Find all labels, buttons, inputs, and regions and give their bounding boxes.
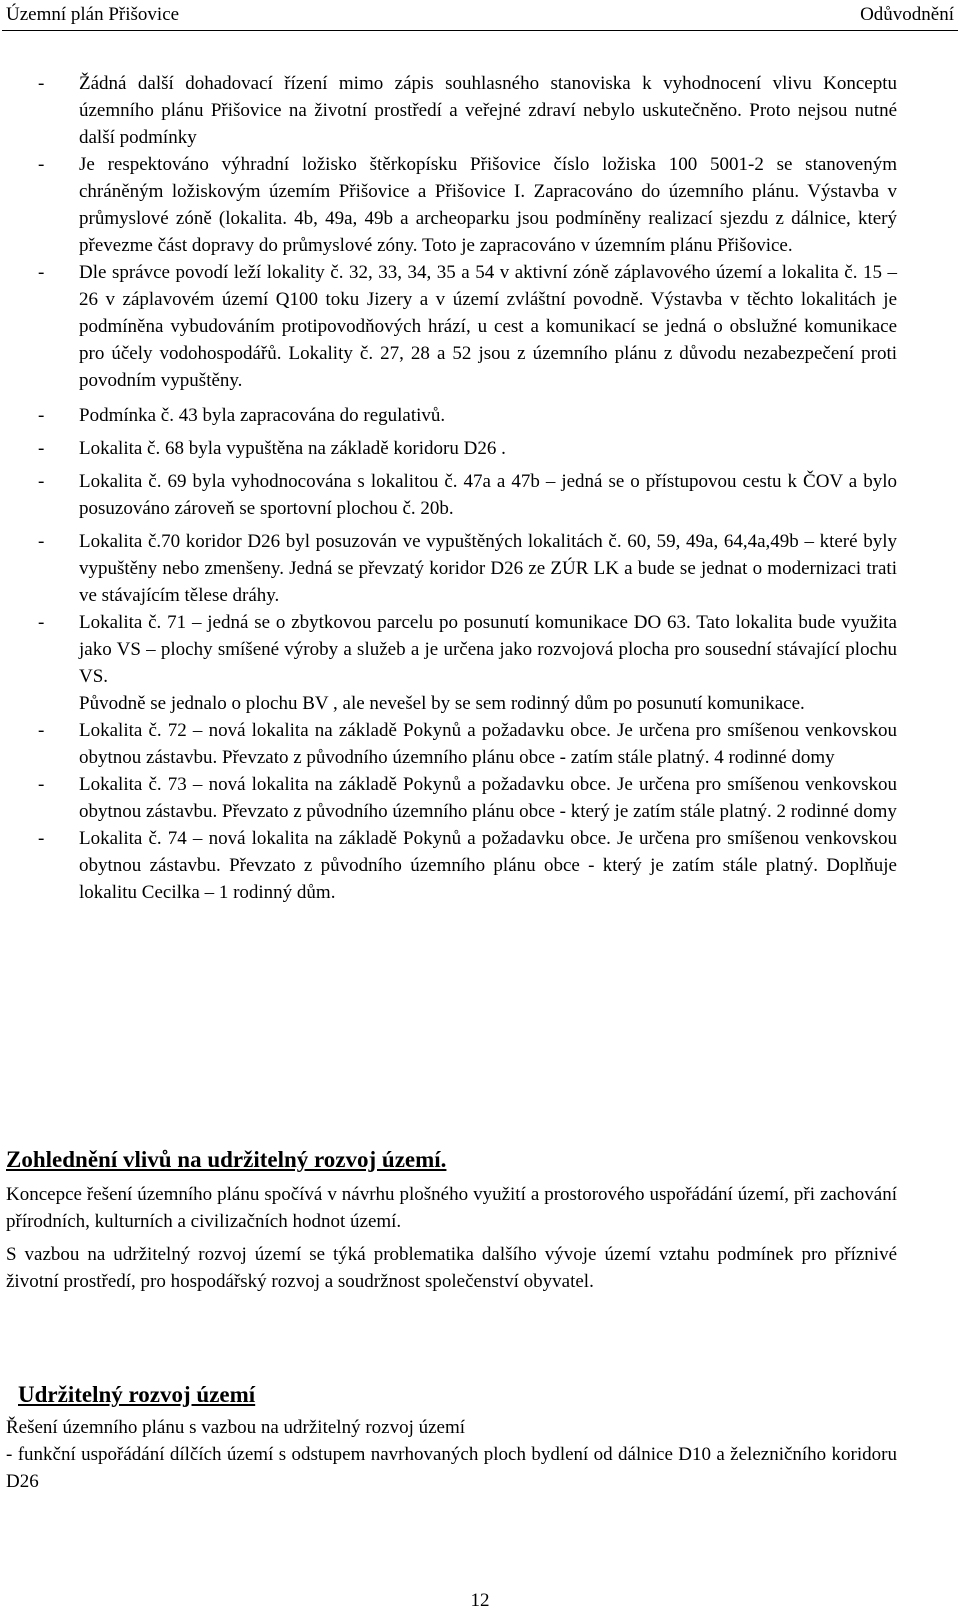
- sustainable-development-body: [6, 1414, 897, 1495]
- list-item: [0, 717, 960, 771]
- list-dash: -: [38, 438, 45, 459]
- list-item-text: Lokalita č.70 koridor D26 byl posuzován ve vypuštěných lokalitách č. 60, 59, 49a, 64,4a,49b – které byly vypuštěny nebo zmenšeny. Jedná se převzatý koridor D26 ze ZÚR LK a bude se jednat o modernizaci trati ve stávajícím tělese dráhy.: [79, 531, 897, 606]
- list-dash: -: [38, 774, 45, 795]
- list-item: [0, 259, 960, 394]
- section-paragraph: - funkční uspořádání dílčích území s odstupem navrhovaných ploch bydlení od dálnice D10 a železničního koridoru D26: [6, 1444, 897, 1492]
- list-dash: -: [38, 73, 45, 94]
- list-item: [0, 528, 960, 609]
- list-item: [0, 468, 960, 522]
- list-dash: -: [38, 828, 45, 849]
- list-dash: -: [38, 720, 45, 741]
- list-item: [0, 771, 960, 825]
- list-dash: -: [38, 154, 45, 175]
- section-heading: Udržitelný rozvoj území: [18, 1382, 256, 1407]
- section-paragraph: Koncepce řešení územního plánu spočívá v návrhu plošného využití a prostorového uspořádání území, při zachování přírodních, kulturních a civilizačních hodnot území.: [6, 1184, 897, 1232]
- list-dash: -: [38, 471, 45, 492]
- section-heading: Zohlednění vlivů na udržitelný rozvoj území.: [6, 1147, 447, 1172]
- list-item-text: Lokalita č. 72 – nová lokalita na základě Pokynů a požadavku obce. Je určena pro smíšenou venkovskou obytnou zástavbu. Převzato z původního územního plánu obce - zatím stále platný. 4 rodinné domy: [79, 720, 897, 768]
- list-item-text: Dle správce povodí leží lokality č. 32, 33, 34, 35 a 54 v aktivní zóně záplavového území a lokalita č. 15 – 26 v záplavovém území Q100 toku Jizery a v území zvláštní povodně. Výstavba v těchto lokalitách je podmíněna vybudováním protipovodňových hrází, u cest a komunikací se jedná o obslužné komunikace pro účely vodohospodářů. Lokality č. 27, 28 a 52 jsou z územního plánu z důvodu nezabezpečení proti povodním vypuštěny.: [79, 262, 897, 391]
- header-section: Odůvodnění: [860, 4, 954, 25]
- condition-list: [0, 70, 960, 906]
- list-item-text: Lokalita č. 74 – nová lokalita na základě Pokynů a požadavku obce. Je určena pro smíšenou venkovskou obytnou zástavbu. Převzato z původního územního plánu obce - který je zatím stále platný. Doplňuje lokalitu Cecilka – 1 rodinný dům.: [79, 828, 897, 903]
- list-item: [0, 151, 960, 259]
- sustainability-impact-section: [6, 1145, 897, 1295]
- section-paragraph: Řešení územního plánu s vazbou na udržitelný rozvoj území: [6, 1417, 466, 1438]
- header-title: Územní plán Přišovice: [6, 4, 180, 25]
- list-item: [0, 435, 960, 462]
- page-header: [6, 4, 954, 28]
- section-paragraph: S vazbou na udržitelný rozvoj území se týká problematika dalšího vývoje území vztahu podmínek pro příznivé životní prostředí, pro hospodářský rozvoj a soudržnost společenství obyvatel.: [6, 1244, 897, 1292]
- sustainable-development-section: [18, 1380, 897, 1410]
- list-item-text: Lokalita č. 71 – jedná se o zbytkovou parcelu po posunutí komunikace DO 63. Tato lokalita bude využita jako VS – plochy smíšené výroby a služeb a je určena jako rozvojová plocha pro sousední stávající plochu VS.: [79, 612, 897, 687]
- list-item: [0, 70, 960, 151]
- list-item: [0, 609, 960, 717]
- list-item-text: Je respektováno výhradní ložisko štěrkopísku Přišovice číslo ložiska 100 5001-2 se stanoveným chráněným ložiskovým územím Přišovice a Přišovice I. Zapracováno do územního plánu. Výstavba v průmyslové zóně (lokalita. 4b, 49a, 49b a archeoparku jsou podmíněny realizací sjezdu z dálnice, který převezme část dopravy do průmyslové zóny. Toto je zapracováno v územním plánu Přišovice.: [79, 154, 897, 256]
- list-item-text: Lokalita č. 69 byla vyhodnocována s lokalitou č. 47a a 47b – jedná se o přístupovou cestu k ČOV a bylo posuzováno zároveň se sportovní plochou č. 20b.: [79, 471, 897, 519]
- header-rule: [2, 30, 958, 31]
- list-item-text: Žádná další dohadovací řízení mimo zápis souhlasného stanoviska k vyhodnocení vlivu Konceptu územního plánu Přišovice na životní prostředí a veřejné zdraví nebylo uskutečněno. Proto nejsou nutné další podmínky: [79, 73, 897, 148]
- list-item-text: Podmínka č. 43 byla zapracována do regulativů.: [79, 405, 446, 426]
- list-dash: -: [38, 531, 45, 552]
- page-number: 12: [470, 1590, 490, 1611]
- list-item-text: Původně se jednalo o plochu BV , ale nevešel by se sem rodinný dům po posunutí komunikace.: [79, 693, 805, 714]
- list-item: [0, 825, 960, 906]
- list-dash: -: [38, 262, 45, 283]
- list-item-text: Lokalita č. 68 byla vypuštěna na základě koridoru D26 .: [79, 438, 506, 459]
- list-dash: -: [38, 612, 45, 633]
- list-item: [0, 402, 960, 429]
- list-dash: -: [38, 405, 45, 426]
- list-item-text: Lokalita č. 73 – nová lokalita na základě Pokynů a požadavku obce. Je určena pro smíšenou venkovskou obytnou zástavbu. Převzato z původního územního plánu obce - který je zatím stále platný. 2 rodinné domy: [79, 774, 897, 822]
